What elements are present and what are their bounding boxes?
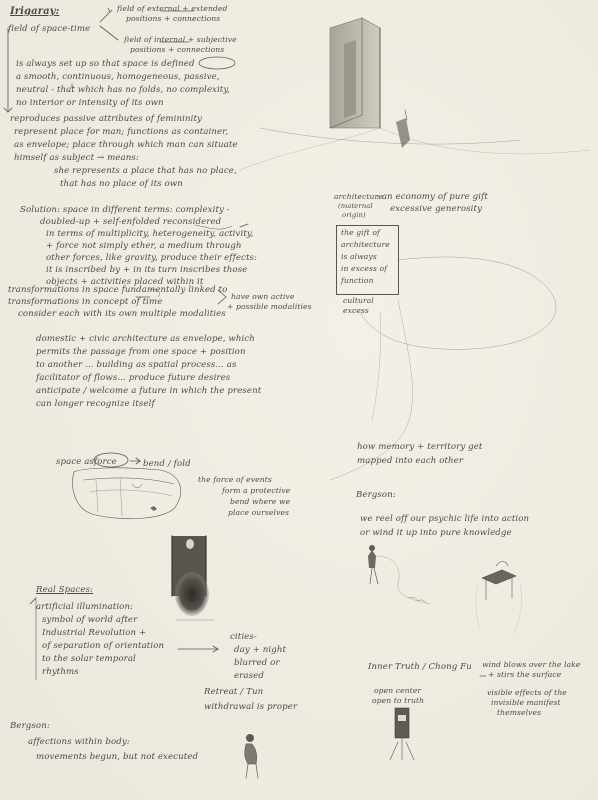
visible-line3: themselves (497, 708, 542, 717)
bergson2-line2: movements begun, but not executed (36, 752, 199, 762)
bend-fold-label: bend / fold (143, 459, 191, 469)
cities-line4: erased (234, 671, 264, 681)
real-spaces-line4: of separation of orientation (42, 641, 165, 651)
irigaray-heading: Irigaray: (10, 6, 60, 17)
gift-box-line2: architecture (341, 240, 390, 249)
real-spaces-heading: Real Spaces: (36, 585, 94, 595)
cultural-excess-line2: excess (343, 306, 369, 315)
transformations-line2: transformations in concept of time (8, 297, 163, 307)
bergson1-heading: Bergson: (356, 490, 396, 500)
modalities-side1: have own active (231, 292, 295, 301)
cultural-excess-line1: cultural (343, 296, 374, 305)
irigaray-p3-line1: she represents a place that has no place, (54, 166, 237, 176)
internal-field-line1: field of internal + subjective (124, 35, 237, 44)
irigaray-p2-line4: himself as subject → means: (14, 153, 139, 163)
irigaray-p1-line1: is always set up so that space is defined (16, 59, 195, 69)
retreat-line: withdrawal is proper (204, 702, 298, 712)
solution-line3: in terms of multiplicity, heterogeneity, activity, (46, 229, 254, 239)
external-field-line1: field of external + extended (117, 4, 228, 13)
open-center-line2: open to truth (372, 696, 425, 705)
inner-truth-heading: Inner Truth / Chong Fu (368, 662, 472, 672)
force-note-line2: form a protective (222, 486, 291, 495)
irigaray-p1-line4: no interior or intensity of its own (16, 98, 164, 108)
domestic-line5: anticipate / welcome a future in which the present (36, 386, 262, 396)
space-as-label: space as (56, 457, 94, 467)
gift-box-line5: function (341, 276, 374, 285)
transformations-line3: consider each with its own multiple modalities (18, 309, 226, 319)
force-note-line4: place ourselves (228, 508, 290, 517)
external-field-line2: positions + connections (126, 14, 221, 23)
real-spaces-line5: to the solar temporal (42, 654, 136, 664)
cities-line3: blurred or (234, 658, 280, 668)
wind-line2: + stirs the surface (488, 670, 562, 679)
real-spaces-line6: rhythms (42, 667, 79, 677)
domestic-line2: permits the passage from one space + position (36, 347, 246, 357)
bergson2-line1: affections within body: (28, 737, 130, 747)
maternal-origin-line2: origin) (342, 211, 366, 219)
real-spaces-line3: Industrial Revolution + (42, 628, 147, 638)
force-word: force (94, 457, 117, 467)
modalities-side2: + possible modalities (227, 302, 312, 311)
solution-line5: other forces, like gravity, produce their effects: (46, 253, 258, 263)
real-spaces-line2: symbol of world after (42, 615, 138, 625)
domestic-line3: to another ... building as spatial process... as (36, 360, 237, 370)
irigaray-p3-line2: that has no place of its own (60, 179, 183, 189)
force-note-line3: bend where we (230, 497, 291, 506)
bergson1-line2: or wind it up into pure knowledge (360, 528, 512, 538)
memory-line1: how memory + territory get (357, 442, 483, 452)
visible-line1: visible effects of the (487, 688, 567, 697)
gift-box-line3: is always (341, 252, 377, 261)
retreat-heading: Retreat / Tun (204, 687, 264, 697)
irigaray-p2-line3: as envelope; place through which man can situate (14, 140, 238, 150)
irigaray-p2-line2: represent place for man; functions as container, (14, 127, 229, 137)
solution-line6: it is inscribed by + in its turn inscribes those (46, 265, 248, 275)
cities-line1: cities- (230, 632, 257, 642)
maternal-origin-line1: (maternal (338, 202, 373, 210)
economy-gift-line2: excessive generosity (390, 204, 483, 214)
visible-line2: invisible manifest (491, 698, 561, 707)
bergson2-heading: Bergson: (10, 721, 50, 731)
economy-gift-line1: : an economy of pure gift (376, 192, 488, 202)
irigaray-p2-line1: reproduces passive attributes of femininity (10, 114, 202, 124)
wind-line1: wind blows over the lake (482, 660, 581, 669)
transformations-line1: transformations in space fundamentally linked to (8, 285, 228, 295)
irigaray-p1-line3: neutral - that which has no folds, no complexity, (16, 85, 230, 95)
real-spaces-line1: artificial illumination: (36, 602, 134, 612)
gift-box-line4: in excess of (341, 264, 388, 273)
solution-line7: objects + activities placed within it (46, 277, 204, 287)
architecture-label: architecture (334, 192, 383, 201)
solution-line2: doubled-up + self-enfolded reconsidered (40, 217, 222, 227)
domestic-line1: domestic + civic architecture as envelope, which (36, 334, 255, 344)
irigaray-p1-line2: a smooth, continuous, homogeneous, passive, (16, 72, 220, 82)
domestic-line6: can longer recognize itself (36, 399, 155, 409)
memory-line2: mapped into each other (357, 456, 464, 466)
internal-field-line2: positions + connections (130, 45, 225, 54)
gift-box-line1: the gift of (341, 228, 380, 237)
force-note-line1: the force of events (198, 475, 272, 484)
field-space-time: field of space-time (8, 24, 91, 34)
solution-line4: + force not simply ether, a medium through (46, 241, 242, 251)
bergson1-line1: we reel off our psychic life into action (360, 514, 530, 524)
solution-line1: Solution: space in different terms: complexity - (20, 205, 230, 215)
open-center-line1: open center (374, 686, 422, 695)
cities-line2: day + night (234, 645, 287, 655)
domestic-line4: facilitator of flows... produce future desires (36, 373, 231, 383)
